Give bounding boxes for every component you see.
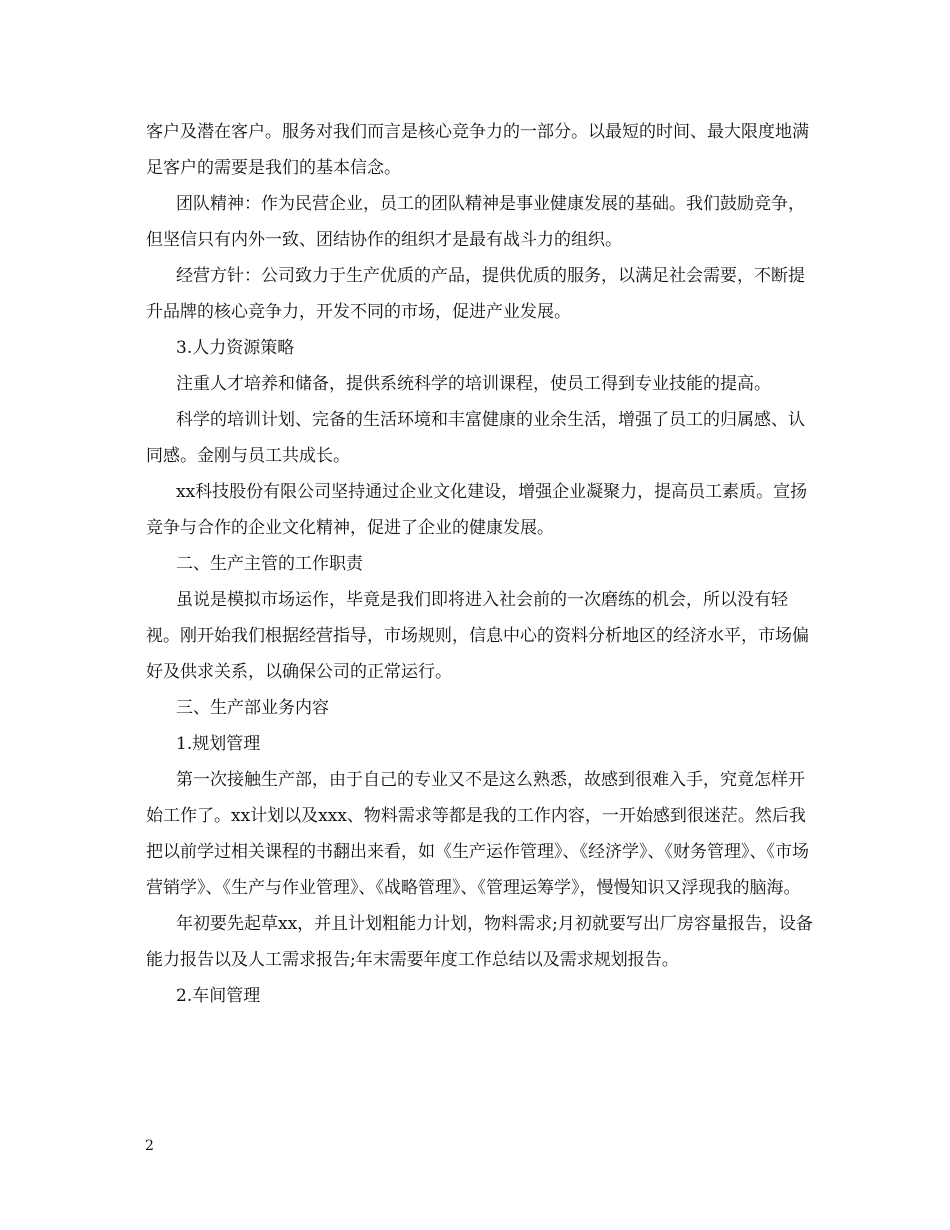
paragraph-12: 第一次接触生产部，由于自己的专业又不是这么熟悉，故感到很难入手，究竟怎样开始工作了。xx计划以及xxx、物料需求等都是我的工作内容，一开始感到很迷茫。然后我把以前学过相关课程的书翻出来看，如《生产运作管理》、《经济学》、《财务管理》、《市场营销学》、《生产与作业管理》、《战略管理》、《管理运筹学》，慢慢知识又浮现我的脑海。 — [146, 770, 809, 898]
section-heading-duties: 二、生产主管的工作职责 — [176, 554, 363, 574]
paragraph-6: 科学的培训计划、完备的生活环境和丰富健康的业余生活，增强了员工的归属感、认同感。金刚与员工共成长。 — [146, 410, 805, 466]
paragraph-9: 虽说是模拟市场运作，毕竟是我们即将进入社会前的一次磨练的机会，所以没有轻视。刚开始我们根据经营指导，市场规则，信息中心的资料分析地区的经济水平，市场偏好及供求关系，以确保公司的正常运行。 — [146, 590, 809, 682]
paragraph-1: 客户及潜在客户。服务对我们而言是核心竞争力的一部分。以最短的时间、最大限度地满足客户的需要是我们的基本信念。 — [146, 122, 809, 178]
paragraph-5: 注重人才培养和储备，提供系统科学的培训课程，使员工得到专业技能的提高。 — [176, 374, 771, 394]
section-heading-workshop: 2.车间管理 — [176, 986, 261, 1006]
paragraph-2: 团队精神：作为民营企业，员工的团队精神是事业健康发展的基础。我们鼓励竞争，但坚信只有内外一致、团结协作的组织才是最有战斗力的组织。 — [146, 194, 805, 250]
section-heading-planning: 1.规划管理 — [176, 734, 261, 754]
paragraph-13: 年初要先起草xx，并且计划粗能力计划，物料需求;月初就要写出厂房容量报告，设备能力报告以及人工需求报告;年末需要年度工作总结以及需求规划报告。 — [146, 914, 813, 970]
document-body — [146, 114, 814, 1014]
paragraph-7: xx科技股份有限公司坚持通过企业文化建设，增强企业凝聚力，提高员工素质。宣扬竞争与合作的企业文化精神，促进了企业的健康发展。 — [146, 482, 808, 538]
section-heading-hr-strategy: 3.人力资源策略 — [176, 338, 295, 358]
page-number: 2 — [145, 1138, 154, 1154]
section-heading-business: 三、生产部业务内容 — [176, 698, 329, 718]
paragraph-3: 经营方针：公司致力于生产优质的产品，提供优质的服务，以满足社会需要，不断提升品牌的核心竞争力，开发不同的市场，促进产业发展。 — [146, 266, 805, 322]
